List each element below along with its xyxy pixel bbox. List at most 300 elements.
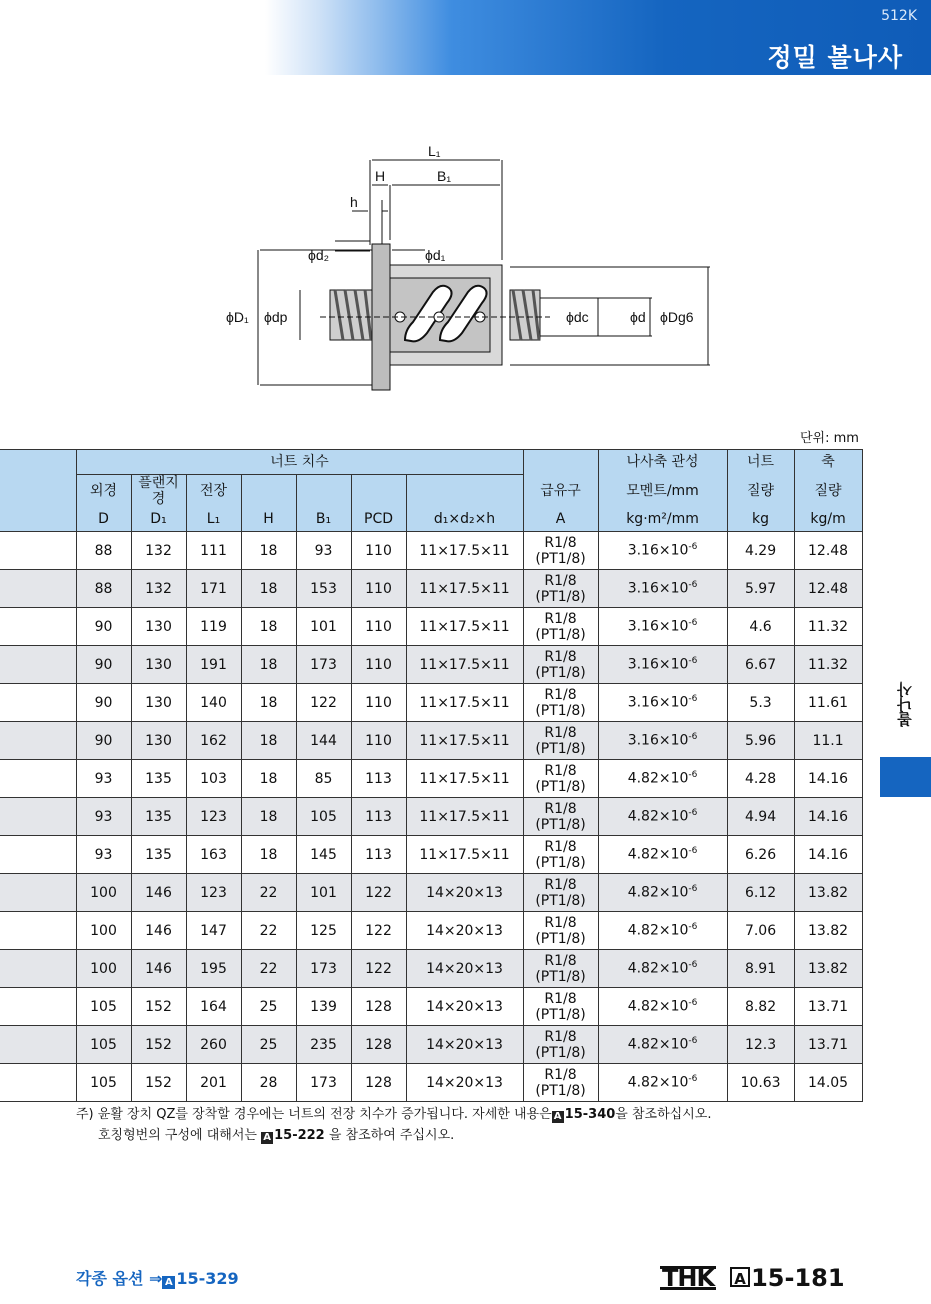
oil-hole-cell (523, 950, 598, 988)
nut-mass-cell: 7.06 (727, 912, 794, 950)
h-cell: 28 (241, 1064, 296, 1102)
d1-header: D₁ (131, 507, 186, 532)
d1-cell: 135 (131, 836, 186, 874)
inertia-cell (598, 722, 727, 760)
dd-cell: 11×17.5×11 (406, 532, 523, 570)
inertia-base: 3.16×10 (627, 618, 689, 635)
inertia-exponent: -6 (688, 884, 698, 895)
nut-mass-cell: 8.91 (727, 950, 794, 988)
inertia-cell (598, 570, 727, 608)
table-row (0, 912, 862, 950)
b1-cell: 173 (296, 1064, 351, 1102)
spec-table-body (0, 532, 862, 1102)
inertia-cell (598, 836, 727, 874)
b1-cell: 122 (296, 684, 351, 722)
oil-hole-pt: (PT1/8) (535, 778, 586, 795)
dd-header: d₁×d₂×h (406, 507, 523, 532)
l1-cell: 162 (186, 722, 241, 760)
h-header: H (241, 507, 296, 532)
pcd-cell: 113 (351, 836, 406, 874)
nutmass-header-mid: 질량 (727, 475, 794, 508)
dd-cell: 11×17.5×11 (406, 798, 523, 836)
oil-hole-thread: R1/8 (544, 990, 577, 1007)
pcd-cell: 122 (351, 874, 406, 912)
nut-mass-cell: 8.82 (727, 988, 794, 1026)
pcd-cell: 128 (351, 1026, 406, 1064)
nut-mass-cell: 4.28 (727, 760, 794, 798)
d-cell: 105 (76, 1064, 131, 1102)
d-cell: 88 (76, 570, 131, 608)
model-cell (0, 836, 76, 874)
ball-screw-drawing (220, 140, 720, 400)
oil-hole-pt: (PT1/8) (535, 1044, 586, 1061)
pcd-cell: 110 (351, 722, 406, 760)
h-cell: 18 (241, 836, 296, 874)
oil-hole-pt: (PT1/8) (535, 1082, 586, 1099)
oil-hole-pt: (PT1/8) (535, 1006, 586, 1023)
nut-mass-cell: 5.96 (727, 722, 794, 760)
inertia-exponent: -6 (688, 618, 698, 629)
nut-mass-cell: 5.97 (727, 570, 794, 608)
oil-hole-thread: R1/8 (544, 1066, 577, 1083)
oil-hole-pt: (PT1/8) (535, 930, 586, 947)
model-cell (0, 532, 76, 570)
pcd-cell: 110 (351, 532, 406, 570)
shaft-mass-cell: 13.71 (794, 988, 862, 1026)
inertia-base: 3.16×10 (627, 732, 689, 749)
inertia-base: 4.82×10 (627, 998, 689, 1015)
model-cell (0, 950, 76, 988)
h-cell: 18 (241, 570, 296, 608)
h-cell: 22 (241, 950, 296, 988)
inertia-base: 4.82×10 (627, 846, 689, 863)
nut-mass-cell: 10.63 (727, 1064, 794, 1102)
label-h: h (350, 194, 358, 210)
shaftmass-header-unit: kg/m (794, 507, 862, 532)
header-band (265, 0, 931, 75)
model-header (0, 450, 76, 532)
d-cell: 90 (76, 608, 131, 646)
table-row (0, 608, 862, 646)
table-row (0, 1026, 862, 1064)
label-phi-Dg6: ϕDg6 (660, 309, 694, 325)
d1-cell: 132 (131, 570, 186, 608)
inertia-cell (598, 684, 727, 722)
nut-mass-cell: 4.29 (727, 532, 794, 570)
pcd-cell: 110 (351, 646, 406, 684)
side-tab-marker (880, 757, 931, 797)
label-phi-dp: ϕdp (264, 309, 288, 325)
l1-cell: 119 (186, 608, 241, 646)
inertia-cell (598, 608, 727, 646)
nut-mass-cell: 12.3 (727, 1026, 794, 1064)
model-cell (0, 646, 76, 684)
oil-hole-pt: (PT1/8) (535, 626, 586, 643)
inertia-cell (598, 912, 727, 950)
h-cell: 18 (241, 532, 296, 570)
inertia-base: 4.82×10 (627, 922, 689, 939)
note-line-2 (76, 1125, 711, 1146)
d1-cell: 146 (131, 874, 186, 912)
brand-logo: THK (662, 1264, 715, 1292)
table-row (0, 798, 862, 836)
note-2-text: 호칭형번의 구성에 대해서는 (98, 1128, 257, 1143)
dd-cell: 11×17.5×11 (406, 608, 523, 646)
page-number: 15-181 (751, 1264, 845, 1292)
b1-cell: 235 (296, 1026, 351, 1064)
oil-hole-thread: R1/8 (544, 800, 577, 817)
inertia-base: 4.82×10 (627, 884, 689, 901)
shaft-mass-cell: 14.05 (794, 1064, 862, 1102)
dd-cell: 14×20×13 (406, 912, 523, 950)
oil-hole-cell (523, 646, 598, 684)
d-cell: 88 (76, 532, 131, 570)
inertia-cell (598, 988, 727, 1026)
inertia-exponent: -6 (688, 846, 698, 857)
pcd-cell: 128 (351, 1064, 406, 1102)
h-cell: 25 (241, 988, 296, 1026)
label-phi-d1: ϕd₁ (425, 247, 446, 263)
options-link[interactable] (76, 1266, 239, 1289)
oil-hole-cell (523, 608, 598, 646)
inertia-cell (598, 646, 727, 684)
d-cell: 93 (76, 836, 131, 874)
note-1-text: 주) 윤활 장치 QZ를 장착할 경우에는 너트의 전장 치수가 증가됩니다. 자세한 내용은 (76, 1107, 552, 1122)
nut-mass-cell: 4.6 (727, 608, 794, 646)
inertia-exponent: -6 (688, 1074, 698, 1085)
table-row (0, 874, 862, 912)
side-tab-label (880, 682, 931, 752)
dd-cell: 11×17.5×11 (406, 646, 523, 684)
a-header: A (523, 507, 598, 532)
model-cell (0, 608, 76, 646)
inertia-exponent: -6 (688, 808, 698, 819)
note-2-ref[interactable]: 15-222 (274, 1128, 325, 1143)
l1-cell: 260 (186, 1026, 241, 1064)
oil-hole-thread: R1/8 (544, 686, 577, 703)
inertia-base: 4.82×10 (627, 808, 689, 825)
dd-cell: 11×17.5×11 (406, 570, 523, 608)
table-row (0, 646, 862, 684)
h-cell: 18 (241, 646, 296, 684)
side-tab-text: 볼나사 (896, 682, 914, 727)
note-line-1 (76, 1104, 711, 1125)
l1-cell: 111 (186, 532, 241, 570)
inertia-cell (598, 950, 727, 988)
oil-hole-thread: R1/8 (544, 610, 577, 627)
d1-cell: 135 (131, 760, 186, 798)
shaftmass-header-top: 축 (794, 450, 862, 475)
d1-header-top: 플랜지경 (131, 475, 186, 508)
model-cell (0, 1026, 76, 1064)
shaft-mass-cell: 14.16 (794, 760, 862, 798)
oil-hole-pt: (PT1/8) (535, 740, 586, 757)
b1-cell: 153 (296, 570, 351, 608)
inertia-base: 3.16×10 (627, 694, 689, 711)
l1-cell: 191 (186, 646, 241, 684)
oil-hole-thread: R1/8 (544, 572, 577, 589)
model-cell (0, 912, 76, 950)
oil-hole-cell (523, 684, 598, 722)
model-cell (0, 570, 76, 608)
catalog-code: 512K (881, 8, 917, 24)
oil-hole-cell (523, 798, 598, 836)
table-row (0, 760, 862, 798)
d-cell: 90 (76, 722, 131, 760)
dd-cell: 14×20×13 (406, 988, 523, 1026)
b1-header: B₁ (296, 507, 351, 532)
oil-hole-pt: (PT1/8) (535, 664, 586, 681)
oil-hole-pt: (PT1/8) (535, 892, 586, 909)
b1-cell: 93 (296, 532, 351, 570)
inertia-base: 3.16×10 (627, 656, 689, 673)
shaft-mass-cell: 12.48 (794, 532, 862, 570)
inertia-exponent: -6 (688, 998, 698, 1009)
note-1-ref[interactable]: 15-340 (564, 1107, 616, 1122)
oil-hole-cell (523, 1026, 598, 1064)
shaft-mass-cell: 13.71 (794, 1026, 862, 1064)
inertia-header-mid: 모멘트/mm (598, 475, 727, 508)
shaft-mass-cell: 11.32 (794, 646, 862, 684)
d-cell: 90 (76, 646, 131, 684)
inertia-base: 4.82×10 (627, 770, 689, 787)
table-row (0, 1064, 862, 1102)
inertia-exponent: -6 (688, 542, 698, 553)
oil-hole-pt: (PT1/8) (535, 588, 586, 605)
inertia-base: 4.82×10 (627, 1074, 689, 1091)
d1-cell: 152 (131, 988, 186, 1026)
dd-cell: 14×20×13 (406, 1026, 523, 1064)
d1-cell: 130 (131, 608, 186, 646)
page-title: 정밀 볼나사 (767, 43, 903, 72)
model-cell (0, 722, 76, 760)
b1-cell: 101 (296, 874, 351, 912)
h-cell: 18 (241, 684, 296, 722)
b1-cell: 145 (296, 836, 351, 874)
model-cell (0, 874, 76, 912)
label-phi-d: ϕd (630, 309, 646, 325)
inertia-exponent: -6 (688, 732, 698, 743)
nut-dimensions-header: 너트 치수 (76, 450, 523, 475)
oil-hole-cell (523, 760, 598, 798)
l1-cell: 147 (186, 912, 241, 950)
oil-hole-cell (523, 532, 598, 570)
d1-cell: 130 (131, 722, 186, 760)
model-cell (0, 798, 76, 836)
pcd-header: PCD (351, 507, 406, 532)
d-cell: 100 (76, 912, 131, 950)
inertia-exponent: -6 (688, 656, 698, 667)
table-row (0, 570, 862, 608)
note-2-tail: 을 참조하여 주십시오. (324, 1128, 455, 1143)
shaftmass-header-mid: 질량 (794, 475, 862, 508)
dd-cell: 11×17.5×11 (406, 836, 523, 874)
shaft-mass-cell: 13.82 (794, 912, 862, 950)
inertia-exponent: -6 (688, 580, 698, 591)
model-cell (0, 988, 76, 1026)
ref-box-icon: A (261, 1132, 273, 1144)
l1-cell: 201 (186, 1064, 241, 1102)
b1-cell: 144 (296, 722, 351, 760)
oil-hole-thread: R1/8 (544, 762, 577, 779)
d-cell: 90 (76, 684, 131, 722)
table-row (0, 722, 862, 760)
inertia-base: 4.82×10 (627, 1036, 689, 1053)
d-header-top: 외경 (76, 475, 131, 508)
table-row (0, 988, 862, 1026)
b1-cell: 101 (296, 608, 351, 646)
oil-hole-thread: R1/8 (544, 724, 577, 741)
oil-hole-thread: R1/8 (544, 914, 577, 931)
table-row (0, 950, 862, 988)
oil-hole-cell (523, 570, 598, 608)
spec-table (0, 449, 863, 1102)
shaft-mass-cell: 11.1 (794, 722, 862, 760)
oil-hole-cell (523, 874, 598, 912)
d1-cell: 132 (131, 532, 186, 570)
nutmass-header-top: 너트 (727, 450, 794, 475)
oil-hole-thread: R1/8 (544, 876, 577, 893)
l1-cell: 164 (186, 988, 241, 1026)
l1-header: L₁ (186, 507, 241, 532)
a-header-top: 급유구 (523, 475, 598, 508)
l1-cell: 163 (186, 836, 241, 874)
pcd-cell: 110 (351, 570, 406, 608)
pcd-cell: 122 (351, 950, 406, 988)
inertia-exponent: -6 (688, 770, 698, 781)
h-cell: 25 (241, 1026, 296, 1064)
d1-cell: 130 (131, 646, 186, 684)
nutmass-header-unit: kg (727, 507, 794, 532)
d-header: D (76, 507, 131, 532)
h-cell: 18 (241, 798, 296, 836)
oil-hole-cell (523, 912, 598, 950)
dd-cell: 11×17.5×11 (406, 722, 523, 760)
inertia-cell (598, 798, 727, 836)
inertia-cell (598, 874, 727, 912)
nut-mass-cell: 6.67 (727, 646, 794, 684)
model-cell (0, 1064, 76, 1102)
dd-cell: 14×20×13 (406, 950, 523, 988)
inertia-header-unit: kg·m²/mm (598, 507, 727, 532)
h-cell: 18 (241, 722, 296, 760)
h-cell: 18 (241, 608, 296, 646)
l1-cell: 123 (186, 874, 241, 912)
pcd-cell: 113 (351, 798, 406, 836)
d1-cell: 135 (131, 798, 186, 836)
inertia-cell (598, 1026, 727, 1064)
oil-hole-pt: (PT1/8) (535, 854, 586, 871)
page-footer (660, 1264, 845, 1292)
d1-cell: 152 (131, 1064, 186, 1102)
inertia-exponent: -6 (688, 694, 698, 705)
dd-cell: 14×20×13 (406, 1064, 523, 1102)
table-row (0, 684, 862, 722)
model-cell (0, 760, 76, 798)
label-B1: B₁ (437, 168, 452, 184)
label-H: H (375, 168, 386, 184)
d1-cell: 146 (131, 912, 186, 950)
label-phi-dc: ϕdc (566, 309, 589, 325)
note-1-tail: 을 참조하십시오. (615, 1107, 712, 1122)
b1-cell: 173 (296, 646, 351, 684)
oil-hole-pt: (PT1/8) (535, 550, 586, 567)
shaft-mass-cell: 13.82 (794, 874, 862, 912)
oil-hole-cell (523, 722, 598, 760)
d-cell: 100 (76, 950, 131, 988)
d-cell: 100 (76, 874, 131, 912)
oil-hole-pt: (PT1/8) (535, 968, 586, 985)
shaft-mass-cell: 14.16 (794, 836, 862, 874)
table-row (0, 532, 862, 570)
ref-box-icon: A (162, 1276, 175, 1289)
dd-cell: 11×17.5×11 (406, 760, 523, 798)
h-cell: 22 (241, 912, 296, 950)
l1-cell: 140 (186, 684, 241, 722)
oil-hole-thread: R1/8 (544, 838, 577, 855)
shaft-mass-cell: 12.48 (794, 570, 862, 608)
b1-cell: 173 (296, 950, 351, 988)
inertia-exponent: -6 (688, 922, 698, 933)
table-row (0, 836, 862, 874)
d1-cell: 130 (131, 684, 186, 722)
oil-hole-thread: R1/8 (544, 952, 577, 969)
d-cell: 93 (76, 760, 131, 798)
inertia-cell (598, 760, 727, 798)
d1-cell: 152 (131, 1026, 186, 1064)
shaft-mass-cell: 11.32 (794, 608, 862, 646)
oil-hole-cell (523, 1064, 598, 1102)
pcd-cell: 122 (351, 912, 406, 950)
l1-cell: 123 (186, 798, 241, 836)
dd-cell: 11×17.5×11 (406, 684, 523, 722)
inertia-exponent: -6 (688, 1036, 698, 1047)
inertia-base: 3.16×10 (627, 542, 689, 559)
inertia-base: 3.16×10 (627, 580, 689, 597)
ref-box-icon: A (552, 1111, 564, 1123)
nut-mass-cell: 5.3 (727, 684, 794, 722)
h-cell: 18 (241, 760, 296, 798)
oil-hole-cell (523, 836, 598, 874)
inertia-header-top: 나사축 관성 (598, 450, 727, 475)
nut-mass-cell: 6.12 (727, 874, 794, 912)
h-cell: 22 (241, 874, 296, 912)
options-ref: 15-329 (176, 1269, 239, 1288)
pcd-cell: 113 (351, 760, 406, 798)
unit-label: 단위: mm (800, 431, 859, 446)
d1-cell: 146 (131, 950, 186, 988)
b1-cell: 139 (296, 988, 351, 1026)
pcd-cell: 110 (351, 684, 406, 722)
l1-cell: 171 (186, 570, 241, 608)
b1-cell: 105 (296, 798, 351, 836)
label-phi-D1: ϕD₁ (226, 309, 249, 325)
d-cell: 105 (76, 988, 131, 1026)
oil-hole-cell (523, 988, 598, 1026)
pcd-cell: 110 (351, 608, 406, 646)
inertia-exponent: -6 (688, 960, 698, 971)
oil-hole-thread: R1/8 (544, 648, 577, 665)
shaft-mass-cell: 11.61 (794, 684, 862, 722)
oil-hole-thread: R1/8 (544, 1028, 577, 1045)
notes (76, 1104, 711, 1146)
inertia-cell (598, 1064, 727, 1102)
label-L1: L₁ (428, 143, 441, 159)
label-phi-d2: ϕd₂ (308, 247, 330, 263)
d-cell: 93 (76, 798, 131, 836)
oil-hole-pt: (PT1/8) (535, 816, 586, 833)
dd-cell: 14×20×13 (406, 874, 523, 912)
